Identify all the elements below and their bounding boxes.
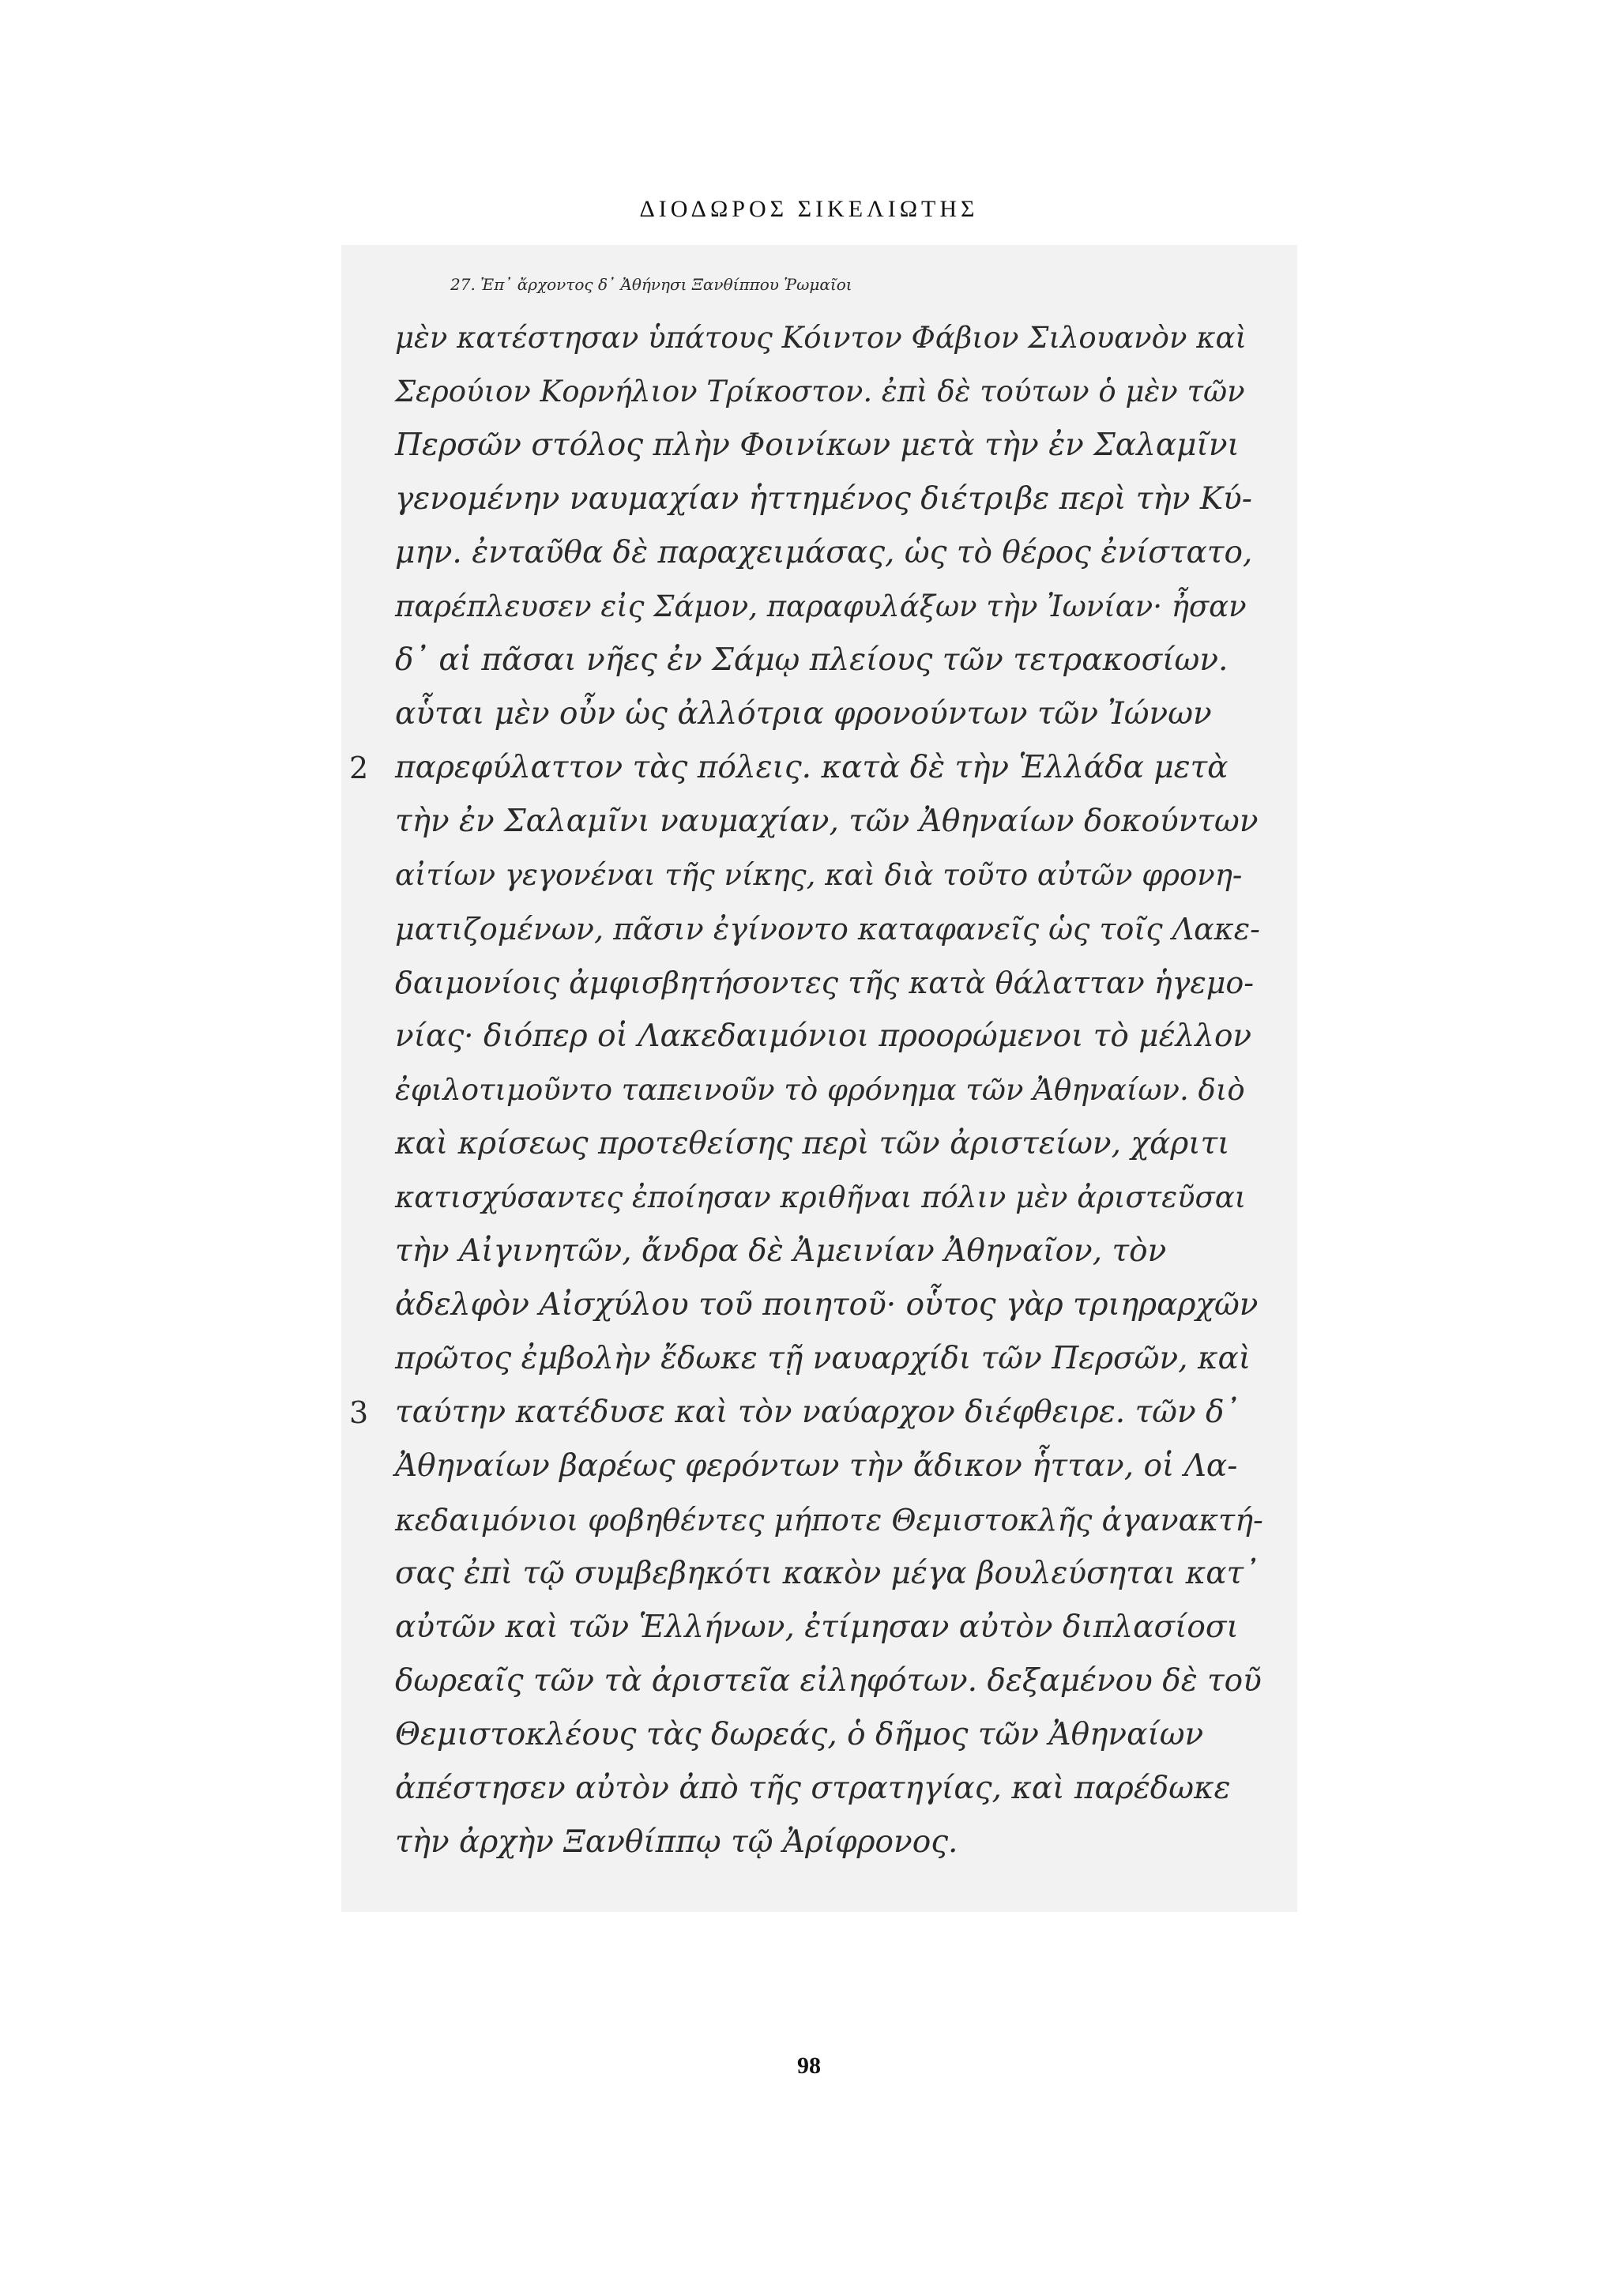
text-line: ἀδελφὸν Αἰσχύλου τοῦ ποιητοῦ· οὗτος γὰρ τριηραρχῶν (395, 1287, 1259, 1323)
section-marker: 2 (349, 751, 369, 785)
text-line: μὲν κατέστησαν ὑπάτους Κόιντον Φάβιον Σιλουανὸν καὶ (395, 321, 1247, 355)
running-head: ΔΙΟΔΩΡΟΣ ΣΙΚΕΛΙΩΤΗΣ (639, 196, 979, 222)
text-line: τὴν ἀρχὴν Ξανθίππῳ τῷ Ἀρίφρονος. (395, 1824, 958, 1860)
text-line: 27. Ἐπ᾽ ἄρχοντος δ᾽ Ἀθήνησι Ξανθίππου Ῥωμαῖοι (450, 275, 852, 294)
text-line: τὴν Αἰγινητῶν, ἄνδρα δὲ Ἀμεινίαν Ἀθηναῖον, τὸν (395, 1233, 1167, 1269)
text-line: νίας· διόπερ οἱ Λακεδαιμόνιοι προορώμενοι τὸ μέλλον (395, 1018, 1252, 1054)
text-line: δ᾽ αἱ πᾶσαι νῆες ἐν Σάμῳ πλείους τῶν τετρακοσίων. (395, 642, 1229, 678)
text-line: ταύτην κατέδυσε καὶ τὸν ναύαρχον διέφθειρε. τῶν δ᾽ (395, 1395, 1240, 1430)
text-line: κεδαιμόνιοι φοβηθέντες μήποτε Θεμιστοκλῆς ἀγανακτή- (395, 1503, 1263, 1538)
text-line: δαιμονίοις ἀμφισβητήσοντες τῆς κατὰ θάλατταν ἡγεμο- (395, 965, 1255, 1000)
text-line: καὶ κρίσεως προτεθείσης περὶ τῶν ἀριστείων, χάριτι (395, 1126, 1230, 1161)
text-line: αὗται μὲν οὖν ὡς ἀλλότρια φρονούντων τῶν Ἰώνων (395, 696, 1212, 732)
text-line: Ἀθηναίων βαρέως φερόντων τὴν ἄδικον ἧτταν, οἱ Λα- (395, 1448, 1238, 1484)
text-line: δωρεαῖς τῶν τὰ ἀριστεῖα εἰληφότων. δεξαμένου δὲ τοῦ (395, 1663, 1262, 1699)
text-line: παρεφύλαττον τὰς πόλεις. κατὰ δὲ τὴν Ἑλλάδα μετὰ (395, 750, 1229, 785)
text-line: τὴν ἐν Σαλαμῖνι ναυμαχίαν, τῶν Ἀθηναίων δοκούντων (395, 804, 1259, 839)
section-marker: 3 (349, 1395, 369, 1430)
text-line: παρέπλευσεν εἰς Σάμον, παραφυλάξων τὴν Ἰωνίαν· ἦσαν (395, 589, 1247, 623)
text-line: σας ἐπὶ τῷ συμβεβηκότι κακὸν μέγα βουλεύσηται κατ᾽ (395, 1556, 1259, 1591)
page-number: 98 (797, 2053, 821, 2079)
text-line: πρῶτος ἐμβολὴν ἔδωκε τῇ ναυαρχίδι τῶν Περσῶν, καὶ (395, 1341, 1251, 1376)
text-line: αὐτῶν καὶ τῶν Ἑλλήνων, ἐτίμησαν αὐτὸν διπλασίοσι (395, 1609, 1239, 1645)
text-line: μην. ἐνταῦθα δὲ παραχειμάσας, ὡς τὸ θέρος ἐνίστατο, (395, 535, 1253, 570)
text-line: ἀπέστησεν αὐτὸν ἀπὸ τῆς στρατηγίας, καὶ παρέδωκε (395, 1771, 1231, 1806)
text-line: Θεμιστοκλέους τὰς δωρεάς, ὁ δῆμος τῶν Ἀθηναίων (395, 1717, 1204, 1752)
text-line: κατισχύσαντες ἐποίησαν κριθῆναι πόλιν μὲν ἀριστεῦσαι (395, 1180, 1247, 1214)
text-line: ἐφιλοτιμοῦντο ταπεινοῦν τὸ φρόνημα τῶν Ἀθηναίων. διὸ (395, 1073, 1245, 1107)
text-line: αἰτίων γεγονέναι τῆς νίκης, καὶ διὰ τοῦτο αὐτῶν φρονη- (395, 858, 1243, 892)
text-line: Σερούιον Κορνήλιον Τρίκοστον. ἐπὶ δὲ τούτων ὁ μὲν τῶν (395, 375, 1245, 408)
text-line: ματιζομένων, πᾶσιν ἐγίνοντο καταφανεῖς ὡς τοῖς Λακε- (395, 912, 1260, 947)
text-line: γενομένην ναυμαχίαν ἡττημένος διέτριβε περὶ τὴν Κύ- (395, 481, 1252, 517)
text-line: Περσῶν στόλος πλὴν Φοινίκων μετὰ τὴν ἐν Σαλαμῖνι (395, 427, 1240, 463)
